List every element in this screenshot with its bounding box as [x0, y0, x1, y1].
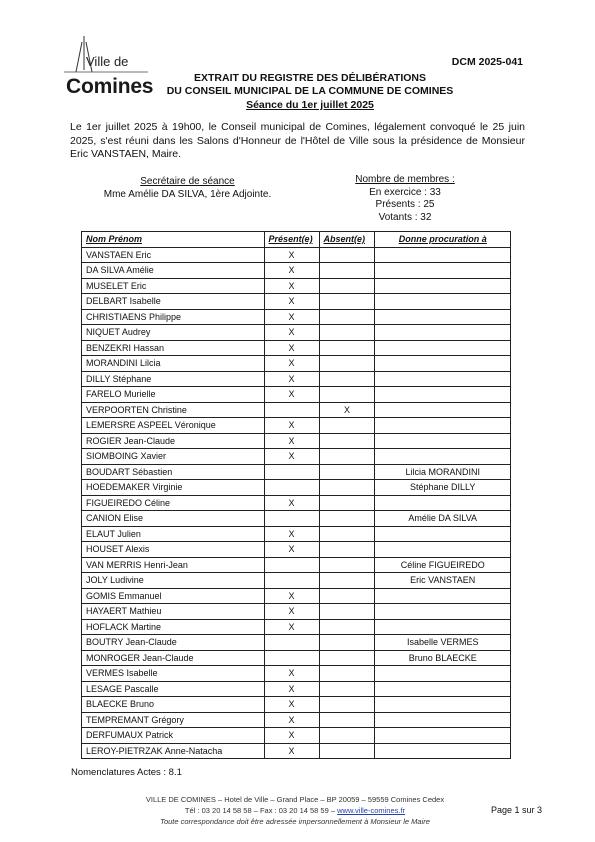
table-row: [82, 495, 511, 511]
proxy-name: [375, 588, 511, 604]
member-name: LEMERSRE ASPEEL Véronique: [82, 418, 265, 434]
absent-mark: [319, 604, 375, 620]
title-line-2: DU CONSEIL MUNICIPAL DE LA COMMUNE DE COMINES: [166, 85, 454, 97]
member-name: ROGIER Jean-Claude: [82, 433, 265, 449]
table-row: [82, 557, 511, 573]
table-row: [82, 743, 511, 759]
table-row: [82, 449, 511, 465]
table-row: [82, 464, 511, 480]
present-mark: X: [264, 356, 319, 372]
absent-mark: [319, 371, 375, 387]
absent-mark: [319, 697, 375, 713]
absent-mark: [319, 449, 375, 465]
absent-mark: [319, 340, 375, 356]
table-row: [82, 247, 511, 263]
absent-mark: [319, 526, 375, 542]
member-name: FIGUEIREDO Céline: [82, 495, 265, 511]
proxy-name: [375, 294, 511, 310]
table-row: [82, 712, 511, 728]
document-reference: DCM 2025-041: [451, 56, 523, 68]
proxy-name: [375, 712, 511, 728]
member-name: BENZEKRI Hassan: [82, 340, 265, 356]
absent-mark: [319, 635, 375, 651]
footer-contact: [100, 805, 490, 816]
proxy-name: [375, 681, 511, 697]
present-mark: X: [264, 278, 319, 294]
members-block: [342, 174, 468, 224]
member-name: MUSELET Eric: [82, 278, 265, 294]
present-mark: X: [264, 309, 319, 325]
table-row: [82, 511, 511, 527]
table-row: [82, 666, 511, 682]
session-date: Séance du 1er juillet 2025: [246, 99, 374, 111]
present-mark: [264, 557, 319, 573]
proxy-name: [375, 743, 511, 759]
proxy-name: [375, 526, 511, 542]
members-heading: Nombre de membres :: [355, 174, 455, 185]
proxy-name: [375, 666, 511, 682]
member-name: MONROGER Jean-Claude: [82, 650, 265, 666]
member-name: DILLY Stéphane: [82, 371, 265, 387]
proxy-name: Céline FIGUEIREDO: [375, 557, 511, 573]
proxy-name: [375, 247, 511, 263]
member-name: HAYAERT Mathieu: [82, 604, 265, 620]
absent-mark: [319, 464, 375, 480]
absent-mark: [319, 278, 375, 294]
member-name: MORANDINI Lilcia: [82, 356, 265, 372]
proxy-name: [375, 418, 511, 434]
table-row: [82, 387, 511, 403]
present-mark: X: [264, 247, 319, 263]
table-row: [82, 309, 511, 325]
present-mark: X: [264, 433, 319, 449]
present-mark: X: [264, 495, 319, 511]
table-row: [82, 697, 511, 713]
absent-mark: X: [319, 402, 375, 418]
table-row: [82, 526, 511, 542]
present-mark: [264, 573, 319, 589]
present-mark: X: [264, 681, 319, 697]
present-mark: X: [264, 387, 319, 403]
member-name: SIOMBOING Xavier: [82, 449, 265, 465]
proxy-name: [375, 309, 511, 325]
present-mark: X: [264, 712, 319, 728]
table-row: [82, 681, 511, 697]
absent-mark: [319, 573, 375, 589]
absent-mark: [319, 356, 375, 372]
member-name: DA SILVA Amélie: [82, 263, 265, 279]
absent-mark: [319, 309, 375, 325]
proxy-name: [375, 325, 511, 341]
absent-mark: [319, 480, 375, 496]
member-name: HOEDEMAKER Virginie: [82, 480, 265, 496]
table-row: [82, 418, 511, 434]
proxy-name: [375, 263, 511, 279]
absent-mark: [319, 728, 375, 744]
member-name: HOFLACK Martine: [82, 619, 265, 635]
member-name: FARELO Murielle: [82, 387, 265, 403]
present-mark: [264, 650, 319, 666]
header-proxy: Donne procuration à: [375, 232, 511, 248]
proxy-name: [375, 371, 511, 387]
present-mark: X: [264, 325, 319, 341]
absent-mark: [319, 557, 375, 573]
member-name: HOUSET Alexis: [82, 542, 265, 558]
member-name: ELAUT Julien: [82, 526, 265, 542]
present-mark: [264, 511, 319, 527]
member-name: TEMPREMANT Grégory: [82, 712, 265, 728]
proxy-name: [375, 542, 511, 558]
footer-website-link[interactable]: www.ville-comines.fr: [337, 806, 406, 815]
absent-mark: [319, 294, 375, 310]
member-name: DELBART Isabelle: [82, 294, 265, 310]
present-mark: X: [264, 743, 319, 759]
header-present: Présent(e): [264, 232, 319, 248]
member-name: LEROY-PIETRZAK Anne-Natacha: [82, 743, 265, 759]
proxy-name: [375, 697, 511, 713]
member-name: VAN MERRIS Henri-Jean: [82, 557, 265, 573]
present-mark: [264, 464, 319, 480]
absent-mark: [319, 325, 375, 341]
table-row: [82, 728, 511, 744]
present-mark: X: [264, 418, 319, 434]
member-name: GOMIS Emmanuel: [82, 588, 265, 604]
absent-mark: [319, 588, 375, 604]
header-name: Nom Prénom: [82, 232, 265, 248]
title-line-1: EXTRAIT DU REGISTRE DES DÉLIBÉRATIONS: [194, 72, 426, 84]
table-row: [82, 356, 511, 372]
absent-mark: [319, 433, 375, 449]
logo-line-1: Ville de: [86, 54, 129, 69]
table-row: [82, 433, 511, 449]
member-name: NIQUET Audrey: [82, 325, 265, 341]
present-mark: X: [264, 371, 319, 387]
present-mark: X: [264, 604, 319, 620]
proxy-name: [375, 604, 511, 620]
present-mark: X: [264, 666, 319, 682]
proxy-name: [375, 433, 511, 449]
present-mark: X: [264, 619, 319, 635]
absent-mark: [319, 511, 375, 527]
absent-mark: [319, 712, 375, 728]
secretary-name: Mme Amélie DA SILVA, 1ère Adjointe.: [103, 188, 272, 200]
table-row: [82, 294, 511, 310]
member-name: JOLY Ludivine: [82, 573, 265, 589]
table-row: [82, 278, 511, 294]
proxy-name: Bruno BLAECKE: [375, 650, 511, 666]
proxy-name: Stéphane DILLY: [375, 480, 511, 496]
absent-mark: [319, 619, 375, 635]
proxy-name: [375, 402, 511, 418]
proxy-name: Isabelle VERMES: [375, 635, 511, 651]
secretary-block: [80, 176, 295, 201]
present-mark: [264, 480, 319, 496]
member-name: CANION Elise: [82, 511, 265, 527]
table-row: [82, 604, 511, 620]
proxy-name: [375, 387, 511, 403]
present-mark: X: [264, 588, 319, 604]
nomenclature: Nomenclatures Actes : 8.1: [71, 767, 182, 778]
proxy-name: [375, 495, 511, 511]
member-name: VANSTAEN Eric: [82, 247, 265, 263]
absent-mark: [319, 743, 375, 759]
proxy-name: [375, 619, 511, 635]
members-exercice: En exercice : 33: [369, 186, 441, 198]
member-name: BOUTRY Jean-Claude: [82, 635, 265, 651]
proxy-name: Amélie DA SILVA: [375, 511, 511, 527]
absent-mark: [319, 418, 375, 434]
intro-paragraph: Le 1er juillet 2025 à 19h00, le Conseil municipal de Comines, légalement convoqué le 25 juin 2025, s'est réuni dans les Salons d'Honneur de l'Hôtel de Ville sous la présidence de Monsieur Eric VANSTAEN, Maire.: [70, 121, 525, 160]
table-header-row: [82, 232, 511, 248]
member-name: CHRISTIAENS Philippe: [82, 309, 265, 325]
attendance-table: [81, 231, 511, 759]
table-row: [82, 650, 511, 666]
footer-address: VILLE DE COMINES – Hotel de Ville – Grand Place – BP 20059 – 59559 Comines Cedex: [145, 795, 445, 804]
table-row: [82, 480, 511, 496]
absent-mark: [319, 542, 375, 558]
table-row: [82, 371, 511, 387]
present-mark: X: [264, 340, 319, 356]
table-row: [82, 340, 511, 356]
absent-mark: [319, 681, 375, 697]
present-mark: [264, 402, 319, 418]
absent-mark: [319, 247, 375, 263]
member-name: BOUDART Sébastien: [82, 464, 265, 480]
present-mark: X: [264, 697, 319, 713]
present-mark: X: [264, 542, 319, 558]
present-mark: X: [264, 449, 319, 465]
present-mark: X: [264, 294, 319, 310]
members-presents: Présents : 25: [375, 199, 435, 210]
members-votants: Votants : 32: [378, 211, 432, 223]
absent-mark: [319, 495, 375, 511]
present-mark: X: [264, 728, 319, 744]
header-absent: Absent(e): [319, 232, 375, 248]
proxy-name: [375, 728, 511, 744]
proxy-name: Lilcia MORANDINI: [375, 464, 511, 480]
logo-line-2: Comines: [66, 75, 154, 98]
table-row: [82, 542, 511, 558]
table-row: [82, 588, 511, 604]
table-row: [82, 263, 511, 279]
member-name: VERPOORTEN Christine: [82, 402, 265, 418]
member-name: LESAGE Pascalle: [82, 681, 265, 697]
present-mark: X: [264, 263, 319, 279]
footer-note: Toute correspondance doit être adressée impersonnellement à Monsieur le Maire: [160, 817, 430, 826]
table-row: [82, 573, 511, 589]
absent-mark: [319, 666, 375, 682]
present-mark: [264, 635, 319, 651]
secretary-heading: Secrétaire de séance: [140, 176, 235, 187]
member-name: BLAECKE Bruno: [82, 697, 265, 713]
table-row: [82, 619, 511, 635]
member-name: DERFUMAUX Patrick: [82, 728, 265, 744]
member-name: VERMES Isabelle: [82, 666, 265, 682]
table-row: [82, 402, 511, 418]
proxy-name: [375, 278, 511, 294]
page-number: Page 1 sur 3: [490, 805, 542, 815]
footer: [100, 794, 490, 827]
absent-mark: [319, 387, 375, 403]
table-row: [82, 635, 511, 651]
city-logo: [62, 34, 154, 96]
proxy-name: [375, 449, 511, 465]
table-row: [82, 325, 511, 341]
absent-mark: [319, 263, 375, 279]
footer-phone-fax: Tél : 03 20 14 58 58 – Fax : 03 20 14 58 59 –: [184, 806, 338, 815]
attendance-rows: [82, 247, 511, 759]
proxy-name: [375, 340, 511, 356]
absent-mark: [319, 650, 375, 666]
proxy-name: Eric VANSTAEN: [375, 573, 511, 589]
proxy-name: [375, 356, 511, 372]
present-mark: X: [264, 526, 319, 542]
